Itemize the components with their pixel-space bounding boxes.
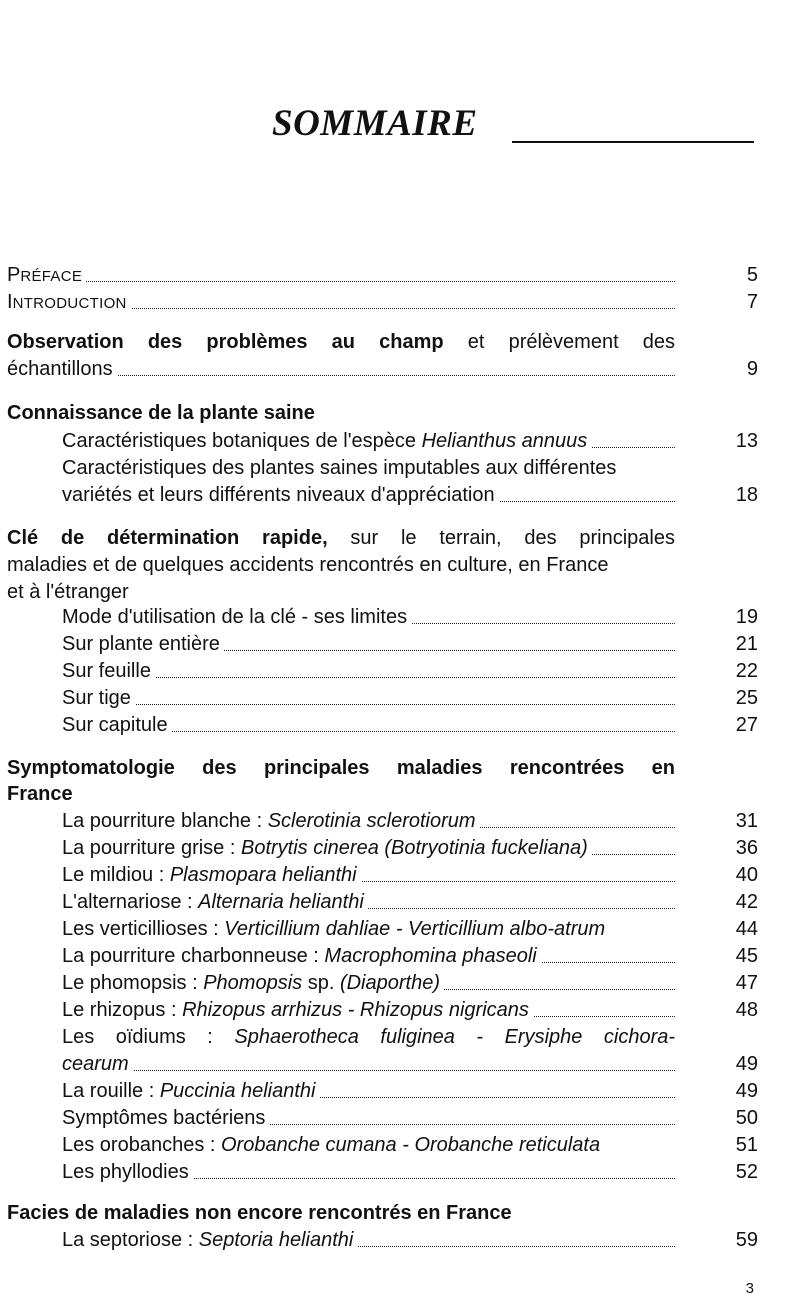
entry-species: Helianthus annuus	[421, 430, 588, 452]
page-number: 25	[735, 687, 758, 709]
toc-entry-rouille[interactable]	[62, 1078, 675, 1104]
toc-entry-introduction[interactable]	[7, 289, 675, 315]
toc-entry-rhizopus[interactable]	[62, 997, 675, 1023]
page-number: 36	[735, 837, 758, 859]
toc-entry-orobanches[interactable]	[62, 1132, 675, 1158]
page-number: 19	[735, 606, 758, 628]
page-number: 18	[735, 484, 758, 506]
toc-entry-oidiums-line2[interactable]	[62, 1051, 675, 1077]
entry-text: Sur tige	[62, 687, 135, 709]
entry-species: Plasmopara helianthi	[169, 864, 357, 886]
folio-page-number: 3	[745, 1280, 754, 1297]
preface-label: RÉFACE	[20, 268, 83, 285]
toc-entry-tige[interactable]	[62, 685, 675, 711]
entry-text: Sur feuille	[62, 660, 155, 682]
entry-species: Botrytis cinerea (Botryotinia fuckeliana)	[240, 837, 588, 859]
entry-species: Sphaerotheca fuliginea - Erysiphe cichora-	[234, 1026, 675, 1048]
entry-text: Symptômes bactériens	[62, 1107, 269, 1129]
entry-text: Le mildiou :	[62, 864, 165, 886]
entry-text: échantillons	[7, 358, 117, 380]
toc-entry-phyllodies[interactable]	[62, 1159, 675, 1185]
introduction-label: NTRODUCTION	[12, 295, 127, 312]
section-heading-connaissance[interactable]: Connaissance de la plante saine	[7, 402, 315, 424]
page-number: 51	[735, 1134, 758, 1156]
toc-entry-capitule[interactable]	[62, 712, 675, 738]
entry-species: Alternaria helianthi	[198, 891, 364, 913]
section-heading-cle-line2: maladies et de quelques accidents rencontrés en culture, en France	[7, 554, 609, 576]
preface-initial: P	[7, 264, 21, 286]
page-number: 59	[735, 1229, 758, 1251]
page-number: 9	[746, 358, 758, 380]
entry-species-alt: (Diaporthe)	[339, 972, 440, 994]
section-heading-symptomatologie-line2: France	[7, 783, 73, 805]
heading-rest: et prélèvement des	[467, 331, 675, 353]
entry-text-sp: sp.	[307, 972, 335, 994]
toc-entry-septoriose[interactable]	[62, 1227, 675, 1253]
toc-entry-oidiums[interactable]	[62, 1024, 675, 1050]
section-heading-observation[interactable]	[7, 329, 675, 355]
toc-entry-echantillons[interactable]	[7, 356, 675, 382]
page-number: 27	[735, 714, 758, 736]
entry-text: Les orobanches :	[62, 1134, 216, 1156]
entry-species: Puccinia helianthi	[159, 1080, 316, 1102]
entry-text: variétés et leurs différents niveaux d'appréciation	[62, 484, 499, 506]
page-number: 49	[735, 1053, 758, 1075]
introduction-initial: I	[7, 291, 13, 313]
toc-entry-alternariose[interactable]	[62, 889, 675, 915]
entry-text: La rouille :	[62, 1080, 155, 1102]
entry-text: Les oïdiums :	[62, 1026, 213, 1048]
heading-rest: sur le terrain, des principales	[350, 527, 675, 549]
entry-text: Les phyllodies	[62, 1161, 193, 1183]
entry-species-continued: cearum	[62, 1053, 133, 1075]
entry-text: Sur plante entière	[62, 633, 224, 655]
entry-text: Les verticillioses :	[62, 918, 219, 940]
entry-text: L'alternariose :	[62, 891, 193, 913]
page-number: 45	[735, 945, 758, 967]
toc-entry-mildiou[interactable]	[62, 862, 675, 888]
entry-text: Caractéristiques botaniques de l'espèce	[62, 430, 417, 452]
page-number: 21	[735, 633, 758, 655]
entry-species: Rhizopus arrhizus - Rhizopus nigricans	[182, 999, 529, 1021]
entry-text: Le rhizopus :	[62, 999, 177, 1021]
section-heading-cle[interactable]	[7, 525, 675, 551]
entry-text: La pourriture charbonneuse :	[62, 945, 319, 967]
toc-entry-caracteristiques-plantes-line1[interactable]: Caractéristiques des plantes saines imputables aux différentes	[62, 457, 617, 479]
toc-entry-plante-entiere[interactable]	[62, 631, 675, 657]
page-number: 52	[735, 1161, 758, 1183]
toc-entry-feuille[interactable]	[62, 658, 675, 684]
page-number: 42	[735, 891, 758, 913]
entry-text: La septoriose :	[62, 1229, 194, 1251]
toc-entry-pourriture-blanche[interactable]	[62, 808, 675, 834]
page-number: 47	[735, 972, 758, 994]
section-heading-facies[interactable]: Facies de maladies non encore rencontrés en France	[7, 1202, 512, 1224]
page-number: 13	[735, 430, 758, 452]
toc-entry-pourriture-grise[interactable]	[62, 835, 675, 861]
page-title: SOMMAIRE	[272, 103, 478, 144]
entry-text: Sur capitule	[62, 714, 172, 736]
toc-entry-mode[interactable]	[62, 604, 675, 630]
page-number: 50	[735, 1107, 758, 1129]
entry-species: Macrophomina phaseoli	[324, 945, 537, 967]
page-number: 40	[735, 864, 758, 886]
entry-species: Orobanche cumana - Orobanche reticulata	[221, 1134, 601, 1156]
toc-entry-bacteriens[interactable]	[62, 1105, 675, 1131]
section-heading-symptomatologie[interactable]: Symptomatologie des principales maladies rencontrées en	[7, 757, 675, 779]
entry-text: Le phomopsis :	[62, 972, 198, 994]
entry-text: La pourriture blanche :	[62, 810, 263, 832]
page-number: 31	[735, 810, 758, 832]
toc-entry-verticillioses[interactable]	[62, 916, 675, 942]
toc-entry-pourriture-charbonneuse[interactable]	[62, 943, 675, 969]
page-number: 5	[746, 264, 758, 286]
page-number: 44	[735, 918, 758, 940]
entry-species: Verticillium dahliae - Verticillium albo-atrum	[224, 918, 606, 940]
entry-species: Phomopsis	[203, 972, 303, 994]
toc-entry-phomopsis[interactable]	[62, 970, 675, 996]
page-number: 48	[735, 999, 758, 1021]
heading-bold: Clé de détermination rapide,	[7, 527, 328, 549]
page-number: 49	[735, 1080, 758, 1102]
page-number: 7	[746, 291, 758, 313]
heading-bold: Observation des problèmes au champ	[7, 331, 444, 353]
entry-text: La pourriture grise :	[62, 837, 236, 859]
section-heading-cle-line3: et à l'étranger	[7, 581, 129, 603]
entry-text: Mode d'utilisation de la clé - ses limites	[62, 606, 411, 628]
toc-entry-preface[interactable]	[7, 262, 675, 288]
page-number: 22	[735, 660, 758, 682]
entry-species: Septoria helianthi	[198, 1229, 354, 1251]
toc-entry-caracteristiques-botaniques[interactable]	[62, 428, 675, 454]
toc-entry-caracteristiques-plantes-line2[interactable]	[62, 482, 675, 508]
entry-species: Sclerotinia sclerotiorum	[267, 810, 476, 832]
